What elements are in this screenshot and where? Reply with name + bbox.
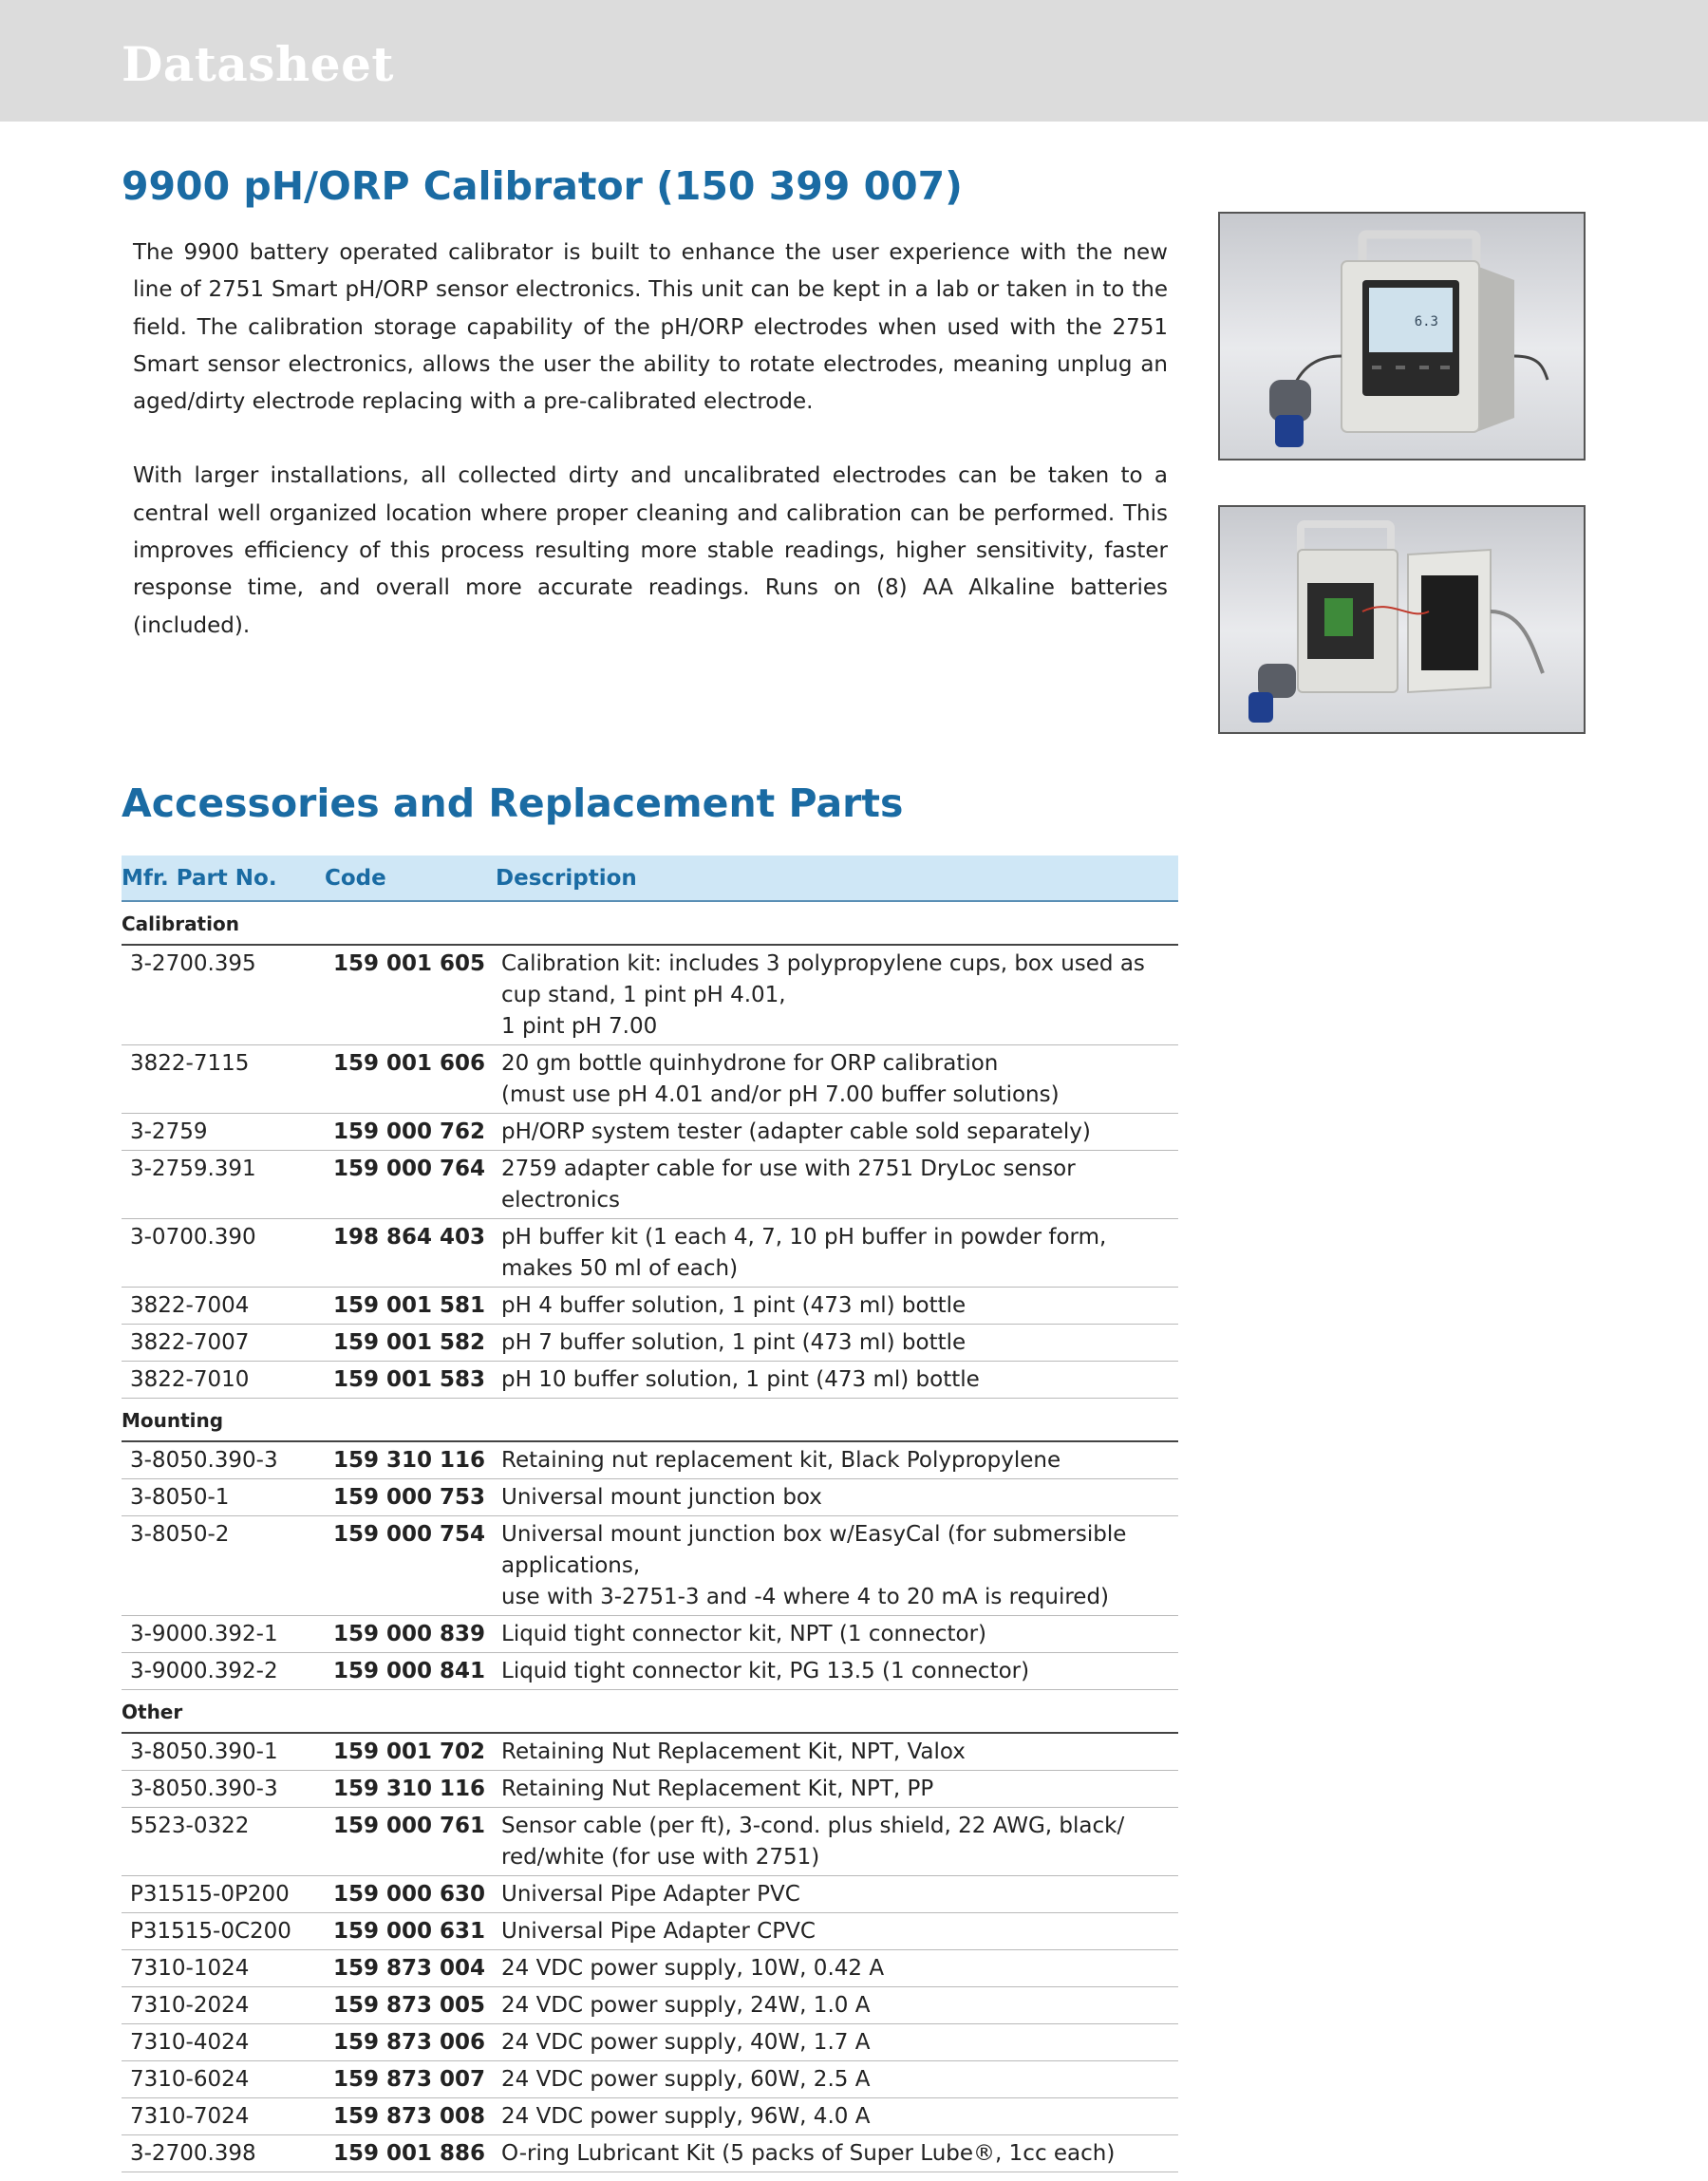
part-code: 159 873 006 <box>333 2030 486 2055</box>
part-description <box>496 1327 1178 1359</box>
table-row <box>122 946 1178 1045</box>
part-number: 7310-4024 <box>130 2030 250 2055</box>
part-code: 159 000 839 <box>333 1622 486 1646</box>
product-title: 9900 pH/ORP Calibrator (150 399 007) <box>122 163 963 209</box>
part-number: 7310-1024 <box>130 1956 250 1981</box>
part-description <box>496 1482 1178 1514</box>
table-row <box>122 1734 1178 1771</box>
description-line: Universal mount junction box <box>501 1485 822 1510</box>
part-code: 159 001 606 <box>333 1051 486 1076</box>
description-line: 24 VDC power supply, 60W, 2.5 A <box>501 2067 871 2092</box>
part-description <box>496 1445 1178 1476</box>
description-line: 24 VDC power supply, 10W, 0.42 A <box>501 1956 885 1981</box>
part-description <box>496 1774 1178 1805</box>
part-code: 159 873 007 <box>333 2067 486 2092</box>
part-number: 3-9000.392-2 <box>130 1659 278 1683</box>
part-description <box>496 1811 1178 1873</box>
part-code: 159 001 581 <box>333 1293 486 1318</box>
table-row <box>122 1653 1178 1690</box>
part-description <box>496 1879 1178 1910</box>
part-code: 159 001 605 <box>333 951 486 976</box>
table-row <box>122 1219 1178 1288</box>
part-code: 159 001 583 <box>333 1367 486 1392</box>
description-line: 24 VDC power supply, 96W, 4.0 A <box>501 2104 871 2129</box>
description-line: Retaining Nut Replacement Kit, NPT, PP <box>501 1777 934 1801</box>
description-line: applications, <box>501 1553 641 1578</box>
part-number: 3-9000.392-1 <box>130 1622 278 1646</box>
description-line: 24 VDC power supply, 40W, 1.7 A <box>501 2030 871 2055</box>
part-code: 159 001 702 <box>333 1739 486 1764</box>
calibrator-open-image <box>1220 507 1584 732</box>
table-row <box>122 1114 1178 1151</box>
table-row <box>122 1616 1178 1653</box>
part-number: 3822-7007 <box>130 1330 250 1355</box>
part-number: 3-8050.390-3 <box>130 1777 278 1801</box>
table-row <box>122 2024 1178 2061</box>
table-header <box>122 855 1178 902</box>
part-code: 159 000 754 <box>333 1522 486 1547</box>
header-band <box>0 0 1708 122</box>
part-code: 159 873 005 <box>333 1993 486 2018</box>
table-row <box>122 1045 1178 1114</box>
part-number: P31515-0P200 <box>130 1882 290 1907</box>
part-number: 3822-7115 <box>130 1051 250 1076</box>
part-code: 159 000 761 <box>333 1814 486 1838</box>
part-number: 3-8050.390-3 <box>130 1448 278 1473</box>
description-line: electronics <box>501 1188 620 1213</box>
part-number: 7310-7024 <box>130 2104 250 2129</box>
part-description <box>496 1916 1178 1947</box>
description-line: makes 50 ml of each) <box>501 1256 739 1281</box>
part-number: 3822-7010 <box>130 1367 250 1392</box>
part-number: 3-2700.395 <box>130 951 256 976</box>
table-row <box>122 2135 1178 2172</box>
table-row <box>122 1771 1178 1808</box>
table-row <box>122 1288 1178 1325</box>
description-line: Sensor cable (per ft), 3-cond. plus shield, 22 AWG, black/ <box>501 1814 1125 1838</box>
part-description <box>496 1656 1178 1687</box>
description-line: Retaining Nut Replacement Kit, NPT, Valox <box>501 1739 966 1764</box>
description-line: red/white (for use with 2751) <box>501 1845 820 1870</box>
part-description <box>496 1154 1178 1216</box>
part-code: 159 000 630 <box>333 1882 486 1907</box>
description-line: Universal mount junction box w/EasyCal (for submersible <box>501 1522 1127 1547</box>
description-line: O-ring Lubricant Kit (5 packs of Super Lube®, 1cc each) <box>501 2141 1116 2166</box>
part-description <box>496 2101 1178 2133</box>
part-description <box>496 1519 1178 1613</box>
part-code: 159 000 764 <box>333 1156 486 1181</box>
column-header-code: Code <box>325 865 386 891</box>
part-number: 3-0700.390 <box>130 1225 256 1250</box>
description-line: 2759 adapter cable for use with 2751 DryLoc sensor <box>501 1156 1076 1181</box>
display-reading: 6.3 <box>1414 314 1438 329</box>
part-description <box>496 2138 1178 2170</box>
description-line: pH 7 buffer solution, 1 pint (473 ml) bottle <box>501 1330 967 1355</box>
table-row <box>122 1362 1178 1399</box>
part-number: 3-2759 <box>130 1119 208 1144</box>
table-row <box>122 1913 1178 1950</box>
part-code: 159 001 886 <box>333 2141 486 2166</box>
part-code: 159 000 762 <box>333 1119 486 1144</box>
part-number: 3822-7004 <box>130 1293 250 1318</box>
description-paragraph-2: With larger installations, all collected dirty and uncalibrated electrodes can be taken to a central well organized location where proper cleaning and calibration can be performed. This improves efficiency of this process resulting more stable readings, higher sensitivity, faster response time, and overall more accurate readings. Runs on (8) AA Alkaline batteries (included). <box>133 463 1168 638</box>
part-code: 159 873 004 <box>333 1956 486 1981</box>
parts-table <box>122 855 1178 2172</box>
table-row <box>122 1442 1178 1479</box>
part-description <box>496 1290 1178 1322</box>
group-label-mounting: Mounting <box>122 1399 1178 1442</box>
part-code: 198 864 403 <box>333 1225 486 1250</box>
table-row <box>122 1987 1178 2024</box>
column-header-part: Mfr. Part No. <box>122 865 277 891</box>
description-line: 24 VDC power supply, 24W, 1.0 A <box>501 1993 871 2018</box>
group-label-calibration: Calibration <box>122 902 1178 946</box>
table-row <box>122 1876 1178 1913</box>
part-number: 3-8050-1 <box>130 1485 230 1510</box>
part-description <box>496 1048 1178 1111</box>
description-line: Retaining nut replacement kit, Black Polypropylene <box>501 1448 1061 1473</box>
description-line: pH 4 buffer solution, 1 pint (473 ml) bottle <box>501 1293 967 1318</box>
table-row <box>122 1151 1178 1219</box>
group-label-other: Other <box>122 1690 1178 1734</box>
description-line: 20 gm bottle quinhydrone for ORP calibration <box>501 1051 999 1076</box>
part-description <box>496 1619 1178 1650</box>
column-header-description: Description <box>496 865 637 891</box>
description-line: pH 10 buffer solution, 1 pint (473 ml) bottle <box>501 1367 980 1392</box>
description-line: Liquid tight connector kit, PG 13.5 (1 connector) <box>501 1659 1030 1683</box>
description-line: Calibration kit: includes 3 polypropylene cups, box used as <box>501 951 1145 976</box>
table-row <box>122 1479 1178 1516</box>
part-number: 3-2700.398 <box>130 2141 256 2166</box>
description-line: (must use pH 4.01 and/or pH 7.00 buffer solutions) <box>501 1082 1060 1107</box>
part-description <box>496 1737 1178 1768</box>
part-description <box>496 949 1178 1043</box>
part-description <box>496 2064 1178 2096</box>
part-number: 3-2759.391 <box>130 1156 256 1181</box>
product-photo-open <box>1218 505 1586 734</box>
table-row <box>122 1325 1178 1362</box>
part-number: 7310-2024 <box>130 1993 250 2018</box>
part-description <box>496 1953 1178 1984</box>
product-photo-closed <box>1218 212 1586 461</box>
description-line: Liquid tight connector kit, NPT (1 connector) <box>501 1622 987 1646</box>
description-line: Universal Pipe Adapter CPVC <box>501 1919 816 1944</box>
description-line: cup stand, 1 pint pH 4.01, <box>501 983 786 1007</box>
description-line: Universal Pipe Adapter PVC <box>501 1882 800 1907</box>
part-description <box>496 2027 1178 2059</box>
description-paragraph-1: The 9900 battery operated calibrator is built to enhance the user experience with the new line of 2751 Smart pH/ORP sensor electronics. This unit can be kept in a lab or taken in to the field. The calibration storage capability of the pH/ORP electrodes when used with the 2751 Smart sensor electronics, allows the user the ability to rotate electrodes, meaning unplug an aged/dirty electrode replacing with a pre-calibrated electrode. <box>133 240 1168 415</box>
part-number: 7310-6024 <box>130 2067 250 2092</box>
accessories-title: Accessories and Replacement Parts <box>122 780 904 826</box>
part-code: 159 000 841 <box>333 1659 486 1683</box>
table-row <box>122 1808 1178 1876</box>
product-description <box>133 235 1168 682</box>
part-description <box>496 1117 1178 1148</box>
part-number: 5523-0322 <box>130 1814 250 1838</box>
description-line: use with 3-2751-3 and -4 where 4 to 20 mA is required) <box>501 1585 1110 1609</box>
description-line: pH buffer kit (1 each 4, 7, 10 pH buffer in powder form, <box>501 1225 1107 1250</box>
table-row <box>122 2061 1178 2098</box>
description-line: pH/ORP system tester (adapter cable sold separately) <box>501 1119 1091 1144</box>
table-row <box>122 1516 1178 1616</box>
part-number: 3-8050-2 <box>130 1522 230 1547</box>
table-row <box>122 1950 1178 1987</box>
part-code: 159 000 753 <box>333 1485 486 1510</box>
part-code: 159 001 582 <box>333 1330 486 1355</box>
header-title: Datasheet <box>122 36 394 92</box>
part-description <box>496 1364 1178 1396</box>
description-line: 1 pint pH 7.00 <box>501 1014 658 1039</box>
part-code: 159 000 631 <box>333 1919 486 1944</box>
calibrator-closed-image <box>1220 214 1584 459</box>
part-code: 159 310 116 <box>333 1777 486 1801</box>
part-code: 159 310 116 <box>333 1448 486 1473</box>
part-number: P31515-0C200 <box>130 1919 291 1944</box>
part-number: 3-8050.390-1 <box>130 1739 278 1764</box>
part-description <box>496 1990 1178 2021</box>
table-body <box>122 902 1178 2172</box>
part-description <box>496 1222 1178 1285</box>
part-code: 159 873 008 <box>333 2104 486 2129</box>
table-row <box>122 2098 1178 2135</box>
